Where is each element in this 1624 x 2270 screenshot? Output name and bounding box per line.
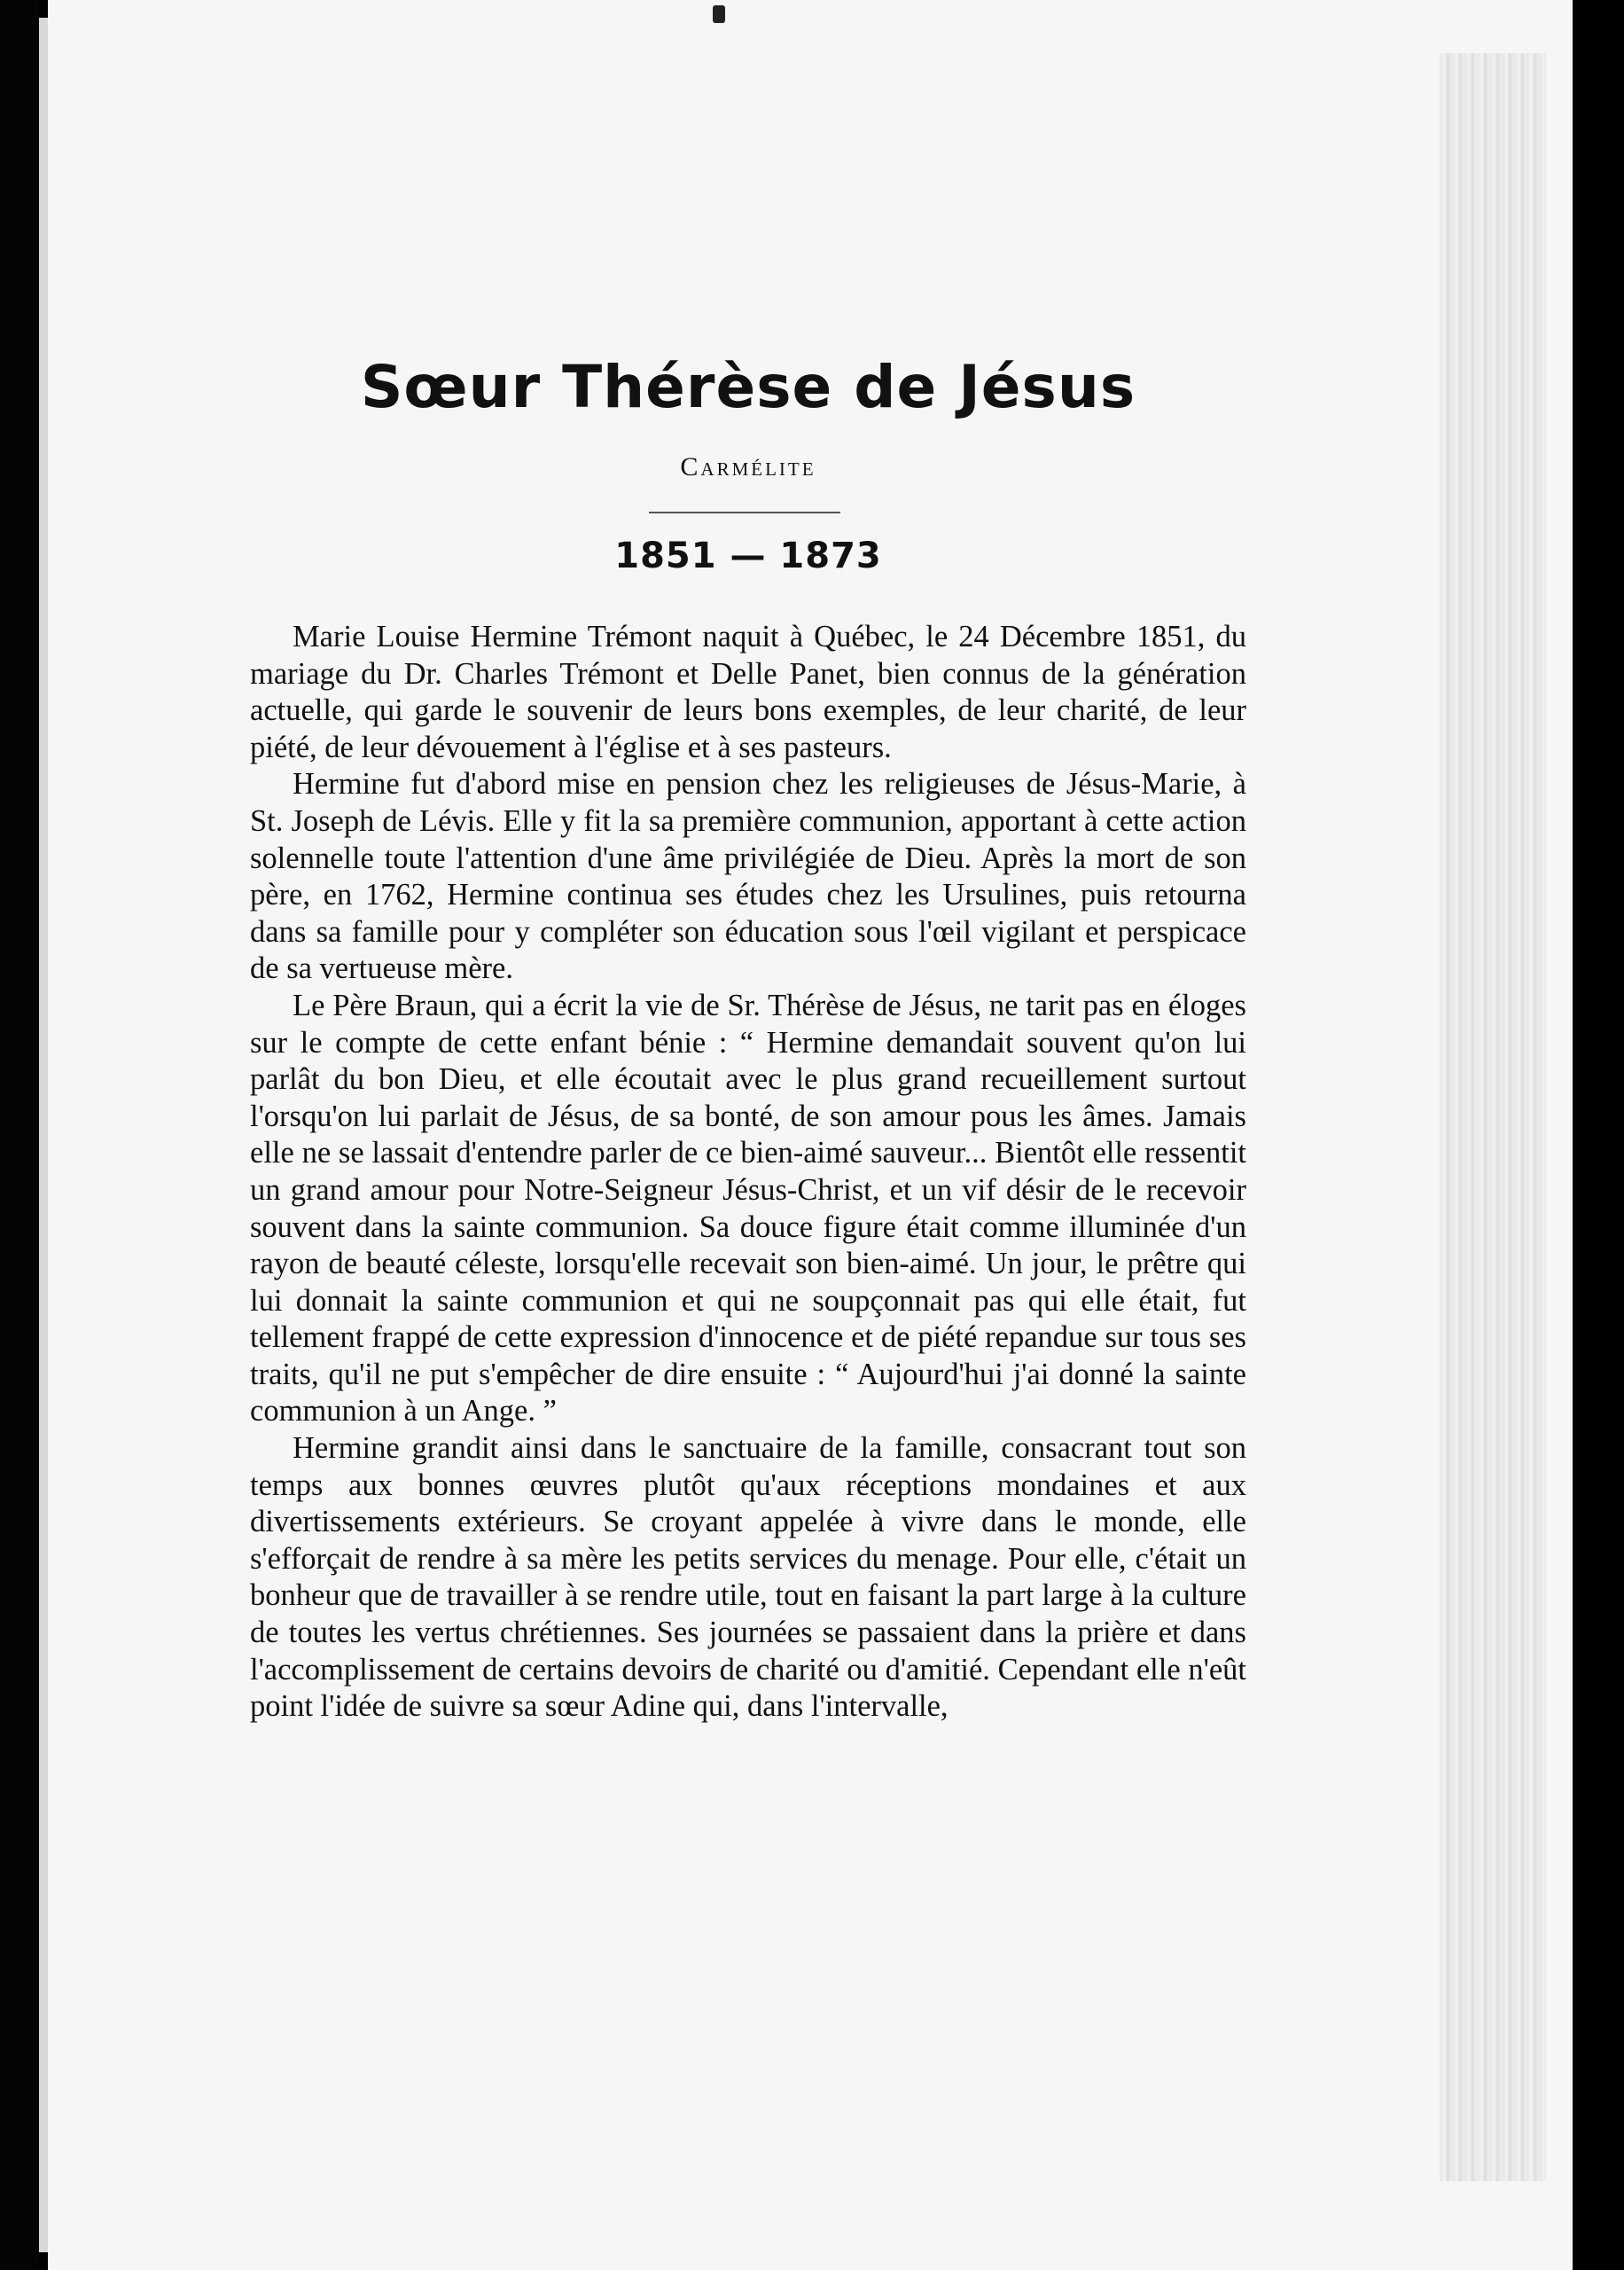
paragraph: Marie Louise Hermine Trémont naquit à Québec, le 24 Décembre 1851, du mariage du Dr. Charles Trémont et Delle Panet, bien connus de la génération actuelle, qui garde le souvenir de leurs bons exemples, de leur charité, de leur piété, de leur dévouement à l'église et à ses pasteurs. — [250, 620, 1246, 764]
scan-border-left — [0, 0, 39, 2270]
page-title: Sœur Thérèse de Jésus — [360, 353, 1136, 421]
previous-page-edge — [39, 18, 48, 2252]
page-subtitle: Carmélite — [680, 452, 816, 481]
paragraph: Hermine fut d'abord mise en pension chez les religieuses de Jésus-Marie, à St. Joseph de Lévis. Elle y fit la sa première communion, apportant à cette action solennelle toute l'attention d'une âme privilégiée de Dieu. Après la mort de son père, en 1762, Hermine continua ses études chez les Ursulines, puis retourna dans sa famille pour y compléter son éducation sous l'œil vigilant et perspicace de sa vertueuse mère. — [250, 767, 1246, 986]
paragraph: Hermine grandit ainsi dans le sanctuaire de la famille, consacrant tout son temps aux bonnes œuvres plutôt qu'aux réceptions mondaines et aux divertissements extérieurs. Se croyant appelée à vivre dans le monde, elle s'efforçait de rendre à sa mère les petits services du menage. Pour elle, c'était un bonheur que de travailler à se rendre utile, tout en faisant la part large à la culture de toutes les vertus chrétiennes. Ses journées se passaient dans la prière et dans l'accomplissement de certains devoirs de charité ou d'amitié. Cependant elle n'eût point l'idée de suivre sa sœur Adine qui, dans l'intervalle, — [250, 1431, 1246, 1724]
paragraph: Le Père Braun, qui a écrit la vie de Sr. Thérèse de Jésus, ne tarit pas en éloges sur le compte de cette enfant bénie : “ Hermine demandait souvent qu'on lui parlât du bon Dieu, et elle écoutait avec le plus grand recueillement surtout l'orsqu'on lui parlait de Jésus, de sa bonté, de son amour pous les âmes. Jamais elle ne se lassait d'entendre parler de ce bien-aimé sauveur... Bientôt elle ressentit un grand amour pour Notre-Seigneur Jésus-Christ, et un vif désir de le recevoir souvent dans la sainte communion. Sa douce figure était comme illuminée d'un rayon de beauté céleste, lorsqu'elle recevait son bien-aimé. Un jour, le prêtre qui lui donnait la sainte communion et qui ne soupçonnait pas qui elle était, fut tellement frappé de cette expression d'innocence et de piété repandue sur tous ses traits, qu'il ne put s'empêcher de dire ensuite : “ Aujourd'hui j'ai donné la sainte communion à un Ange. ” — [250, 988, 1246, 1429]
scan-mark — [713, 5, 725, 23]
scan-border-right — [1597, 0, 1624, 2270]
body-text — [250, 619, 1246, 1726]
life-dates: 1851 — 1873 — [614, 536, 882, 576]
page-stack-edges — [1440, 53, 1546, 2181]
divider-rule — [649, 512, 840, 513]
